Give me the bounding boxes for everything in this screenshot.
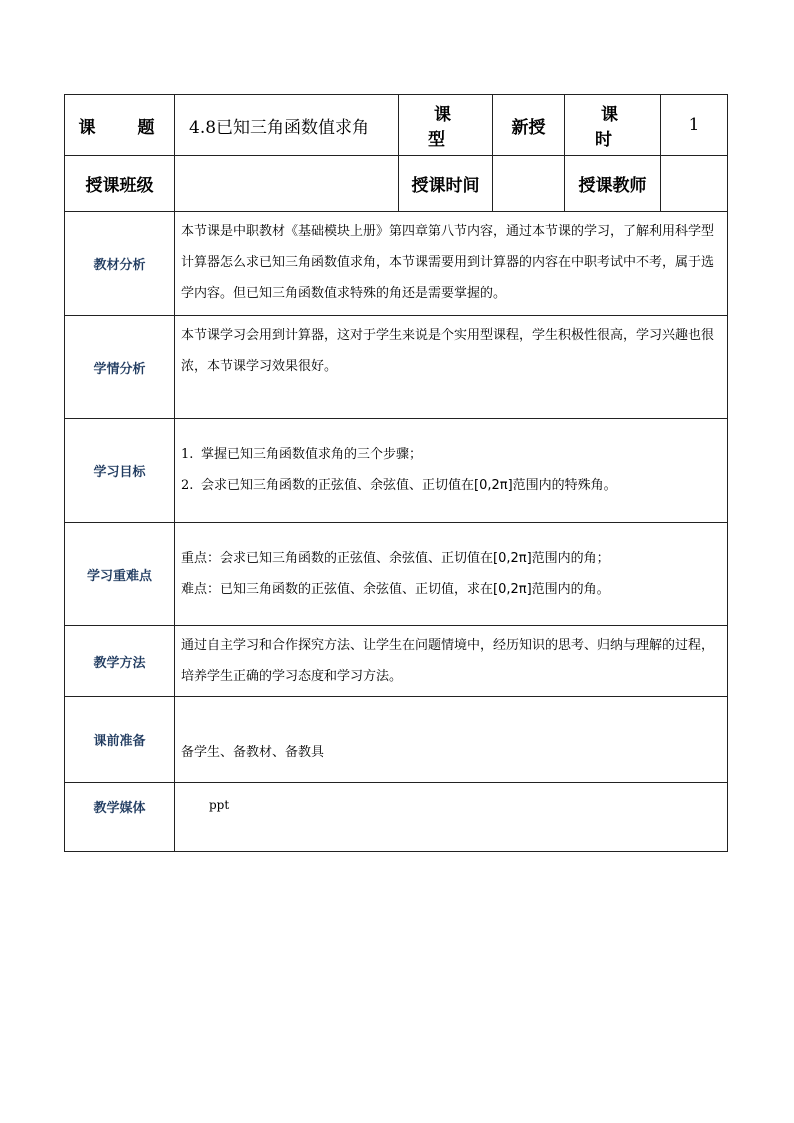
difficulty-text: 难点：已知三角函数的正弦值、余弦值、正切值，求在[0,2π]范围内的角。 bbox=[181, 582, 610, 597]
method-text: 通过自主学习和合作探究方法、让学生在问题情境中，经历知识的思考、归纳与理解的过程，培养学生正确的学习态度和学习方法。 bbox=[175, 626, 728, 697]
teacher-value bbox=[661, 156, 728, 212]
method-label: 教学方法 bbox=[65, 626, 175, 697]
keypoints-row bbox=[65, 523, 728, 626]
class-label: 授课班级 bbox=[65, 156, 175, 212]
goal-number: 2. bbox=[181, 478, 194, 493]
material-label: 教材分析 bbox=[65, 212, 175, 316]
goal-item bbox=[181, 470, 721, 501]
keypoints-label: 学习重难点 bbox=[65, 523, 175, 626]
goal-text: 会求已知三角函数的正弦值、余弦值、正切值在[0,2π]范围内的特殊角。 bbox=[201, 478, 617, 493]
goals-row bbox=[65, 419, 728, 523]
hours-value: 1 bbox=[661, 95, 728, 156]
prep-label: 课前准备 bbox=[65, 697, 175, 783]
lesson-plan-table bbox=[64, 94, 728, 852]
method-row bbox=[65, 626, 728, 697]
media-text: ppt bbox=[175, 783, 728, 852]
class-value bbox=[175, 156, 399, 212]
media-row bbox=[65, 783, 728, 852]
students-label: 学情分析 bbox=[65, 316, 175, 419]
media-label: 教学媒体 bbox=[65, 783, 175, 852]
topic-value: 4.8已知三角函数值求角 bbox=[175, 95, 399, 156]
goal-item bbox=[181, 439, 721, 470]
prep-row bbox=[65, 697, 728, 783]
type-value: 新授 bbox=[493, 95, 565, 156]
goal-text: 掌握已知三角函数值求角的三个步骤； bbox=[201, 447, 423, 462]
prep-text: 备学生、备教材、备教具 bbox=[175, 697, 728, 783]
goal-number: 1. bbox=[181, 447, 194, 462]
goals-list bbox=[175, 419, 728, 523]
type-label: 课 型 bbox=[399, 95, 493, 156]
material-row bbox=[65, 212, 728, 316]
header-row bbox=[65, 95, 728, 156]
focus-text: 重点：会求已知三角函数的正弦值、余弦值、正切值在[0,2π]范围内的角； bbox=[181, 551, 610, 566]
class-info-row bbox=[65, 156, 728, 212]
hours-label: 课 时 bbox=[565, 95, 661, 156]
time-value bbox=[493, 156, 565, 212]
keypoints-cell bbox=[175, 523, 728, 626]
material-text: 本节课是中职教材《基础模块上册》第四章第八节内容，通过本节课的学习，了解利用科学型计算器怎么求已知三角函数值求角，本节课需要用到计算器的内容在中职考试中不考，属于选学内容。但已知三角函数值求特殊的角还是需要掌握的。 bbox=[175, 212, 728, 316]
goals-label: 学习目标 bbox=[65, 419, 175, 523]
students-row bbox=[65, 316, 728, 419]
students-text: 本节课学习会用到计算器，这对于学生来说是个实用型课程，学生积极性很高，学习兴趣也很浓，本节课学习效果很好。 bbox=[175, 316, 728, 419]
time-label: 授课时间 bbox=[399, 156, 493, 212]
teacher-label: 授课教师 bbox=[565, 156, 661, 212]
topic-label: 课 题 bbox=[65, 95, 175, 156]
